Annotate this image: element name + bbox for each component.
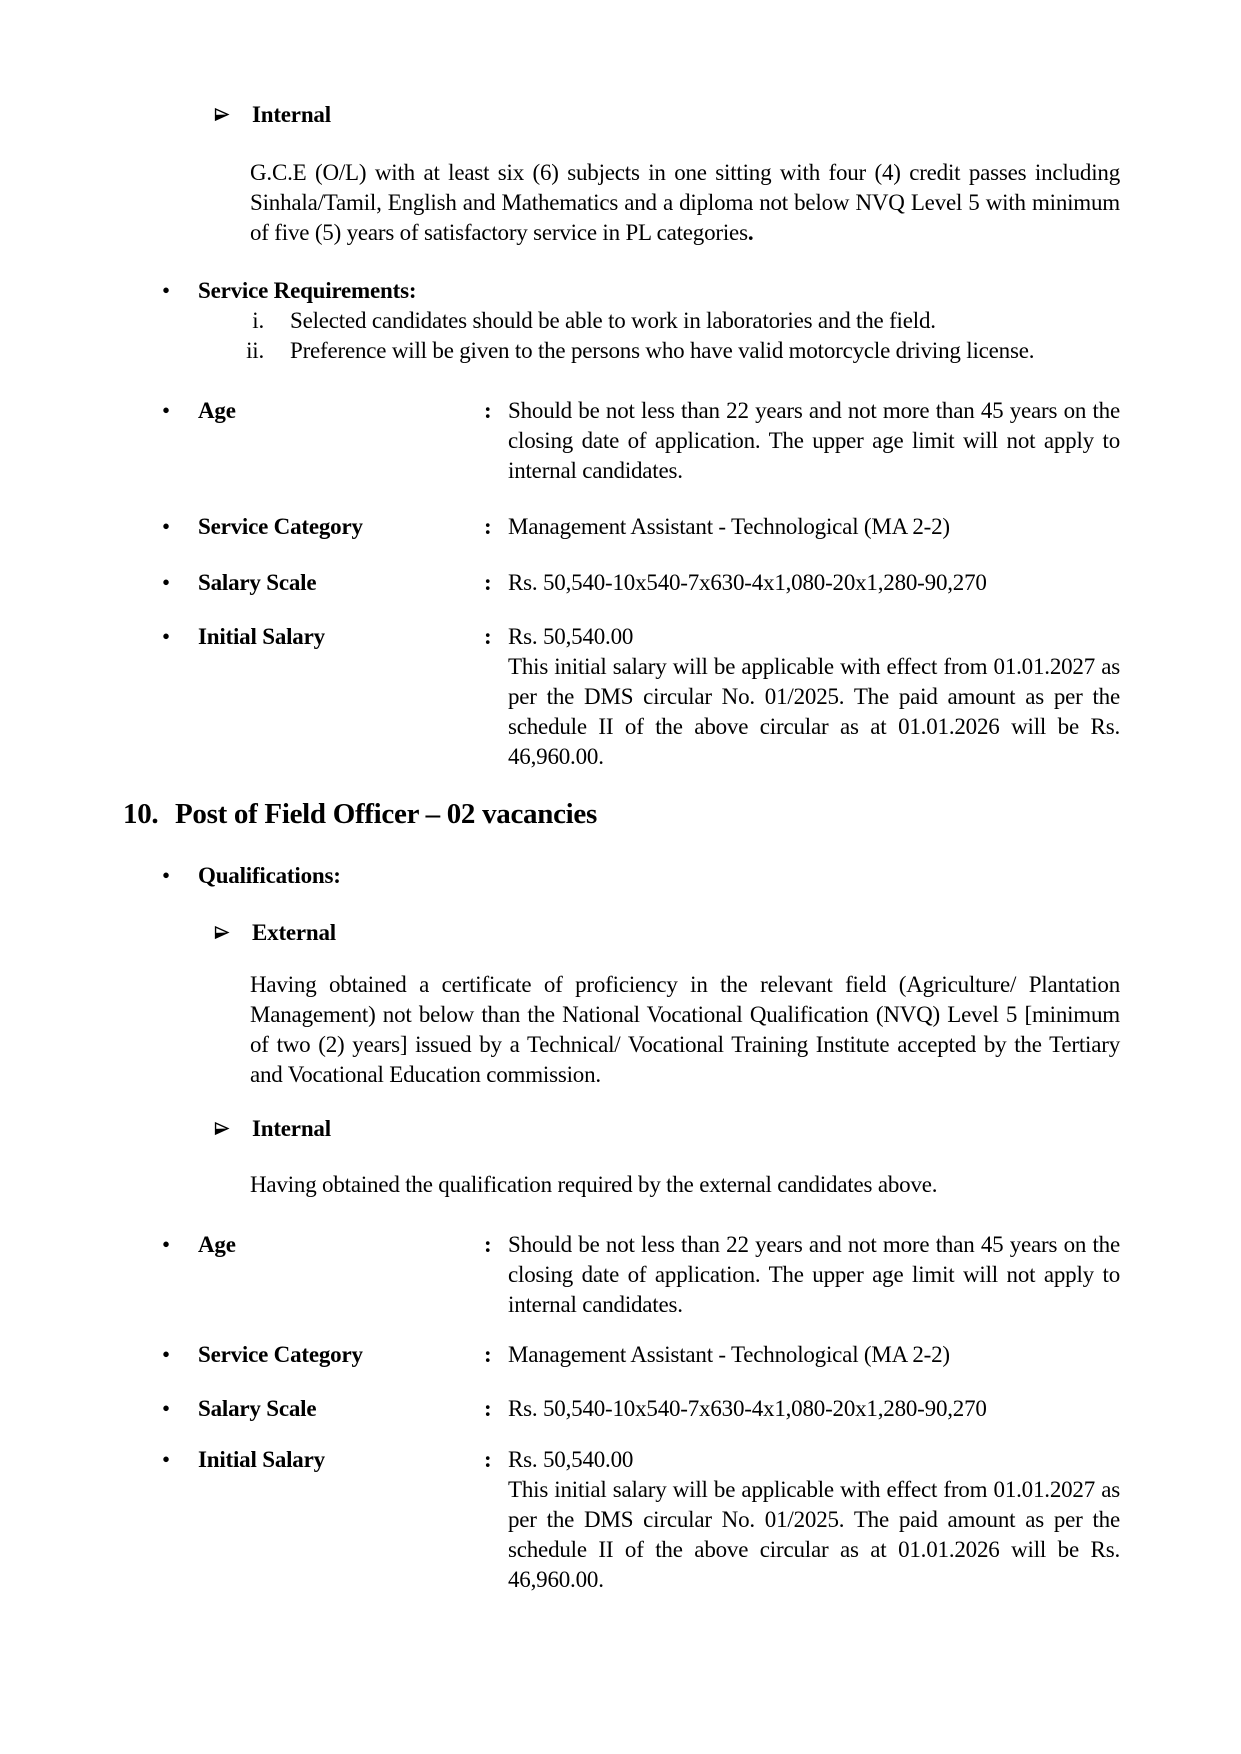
detail-value-text: Rs. 50,540-10x540-7x630-4x1,080-20x1,280-90,270 bbox=[508, 570, 987, 595]
colon-separator: : bbox=[484, 570, 492, 595]
paragraph-end-period: . bbox=[747, 220, 754, 245]
detail-label: Salary Scale bbox=[198, 570, 317, 595]
section-title: Post of Field Officer – 02 vacancies bbox=[175, 798, 597, 830]
colon-separator: : bbox=[484, 1342, 492, 1367]
detail-value-text: Should be not less than 22 years and not more than 45 years on the closing date of application. The upper age limit will not apply to internal candidates. bbox=[508, 398, 1120, 483]
colon-separator: : bbox=[484, 1232, 492, 1257]
external-qualification-paragraph: Having obtained a certificate of proficiency in the relevant field (Agriculture/ Plantation Management) not below than the National Vocational Qualification (NVQ) Level 5 [minimum of two (2) years] issued by a Technical/ Vocational Training Institute accepted by the Tertiary and Vocational Education commission. bbox=[250, 972, 1120, 1087]
detail-value bbox=[508, 1394, 1120, 1424]
bullet-icon: • bbox=[162, 1396, 170, 1421]
detail-value bbox=[508, 1340, 1120, 1370]
bullet-icon: • bbox=[162, 514, 170, 539]
section-number: 10. bbox=[123, 798, 159, 830]
detail-value bbox=[508, 622, 1120, 772]
detail-label: Initial Salary bbox=[198, 624, 325, 649]
bullet-icon: • bbox=[162, 624, 170, 649]
detail-row-initial-salary bbox=[162, 622, 1241, 772]
external-qualification-heading bbox=[213, 918, 1241, 948]
detail-row-age bbox=[162, 1230, 1241, 1320]
detail-value bbox=[508, 1230, 1120, 1320]
internal-qualification-paragraph: Having obtained the qualification required by the external candidates above. bbox=[250, 1172, 938, 1197]
detail-value bbox=[508, 1445, 1120, 1595]
qualifications-label: Qualifications: bbox=[198, 863, 341, 888]
detail-label: Age bbox=[198, 1232, 236, 1257]
initial-salary-amount: Rs. 50,540.00 bbox=[508, 1447, 634, 1472]
list-marker: i. bbox=[252, 308, 264, 333]
colon-separator: : bbox=[484, 1396, 492, 1421]
colon-separator: : bbox=[484, 624, 492, 649]
initial-salary-note: This initial salary will be applicable with effect from 01.01.2027 as per the DMS circular No. 01/2025. The paid amount as per the schedule II of the above circular as at 01.01.2026 will be Rs. 46,960.00. bbox=[508, 1477, 1120, 1592]
detail-label: Service Category bbox=[198, 514, 363, 539]
detail-value bbox=[508, 512, 1120, 542]
bullet-icon: • bbox=[162, 398, 170, 423]
detail-label: Service Category bbox=[198, 1342, 363, 1367]
detail-value bbox=[508, 396, 1120, 486]
detail-row-service-category bbox=[162, 512, 1241, 542]
internal-heading-label: Internal bbox=[252, 102, 331, 127]
detail-label: Salary Scale bbox=[198, 1396, 317, 1421]
bullet-icon: • bbox=[162, 570, 170, 595]
detail-label: Age bbox=[198, 398, 236, 423]
detail-label: Initial Salary bbox=[198, 1447, 325, 1472]
bullet-icon: • bbox=[162, 1447, 170, 1472]
service-requirements-heading bbox=[162, 276, 1241, 306]
detail-row-salary-scale bbox=[162, 1394, 1241, 1424]
colon-separator: : bbox=[484, 514, 492, 539]
section-heading-post-10 bbox=[123, 796, 1241, 832]
colon-separator: : bbox=[484, 1447, 492, 1472]
colon-separator: : bbox=[484, 398, 492, 423]
arrow-bullet-icon bbox=[213, 1115, 252, 1145]
list-item-text: Selected candidates should be able to work in laboratories and the field. bbox=[290, 308, 936, 333]
internal-qualification-heading bbox=[213, 1114, 1241, 1144]
qualifications-heading bbox=[162, 861, 1241, 891]
external-heading-label: External bbox=[252, 920, 336, 945]
bullet-icon: • bbox=[162, 1342, 170, 1367]
internal-qualification-paragraph bbox=[250, 158, 1120, 248]
detail-row-service-category bbox=[162, 1340, 1241, 1370]
arrow-bullet-icon bbox=[213, 919, 252, 949]
initial-salary-note: This initial salary will be applicable with effect from 01.01.2027 as per the DMS circular No. 01/2025. The paid amount as per the schedule II of the above circular as at 01.01.2026 will be Rs. 46,960.00. bbox=[508, 654, 1120, 769]
detail-value-text: Management Assistant - Technological (MA 2-2) bbox=[508, 1342, 950, 1367]
initial-salary-amount: Rs. 50,540.00 bbox=[508, 624, 634, 649]
detail-value-text: Rs. 50,540-10x540-7x630-4x1,080-20x1,280-90,270 bbox=[508, 1396, 987, 1421]
service-requirements-label: Service Requirements: bbox=[198, 278, 417, 303]
paragraph-text: G.C.E (O/L) with at least six (6) subjects in one sitting with four (4) credit passes including Sinhala/Tamil, English and Mathematics and a diploma not below NVQ Level 5 with minimum of five (5) years of satisfactory service in PL categories bbox=[250, 160, 1120, 245]
list-item-text: Preference will be given to the persons who have valid motorcycle driving license. bbox=[290, 338, 1035, 363]
detail-value-text: Should be not less than 22 years and not more than 45 years on the closing date of application. The upper age limit will not apply to internal candidates. bbox=[508, 1232, 1120, 1317]
detail-row-salary-scale bbox=[162, 568, 1241, 598]
internal-heading-label: Internal bbox=[252, 1116, 331, 1141]
bullet-icon: • bbox=[162, 278, 170, 303]
detail-row-initial-salary bbox=[162, 1445, 1241, 1595]
detail-row-age bbox=[162, 396, 1241, 486]
internal-qualification-heading bbox=[213, 100, 1241, 130]
detail-value-text: Management Assistant - Technological (MA 2-2) bbox=[508, 514, 950, 539]
list-marker: ii. bbox=[246, 338, 264, 363]
bullet-icon: • bbox=[162, 1232, 170, 1257]
bullet-icon: • bbox=[162, 863, 170, 888]
service-requirement-item bbox=[240, 306, 1241, 336]
service-requirement-item bbox=[240, 336, 1241, 366]
arrow-bullet-icon bbox=[213, 101, 252, 131]
detail-value bbox=[508, 568, 1120, 598]
